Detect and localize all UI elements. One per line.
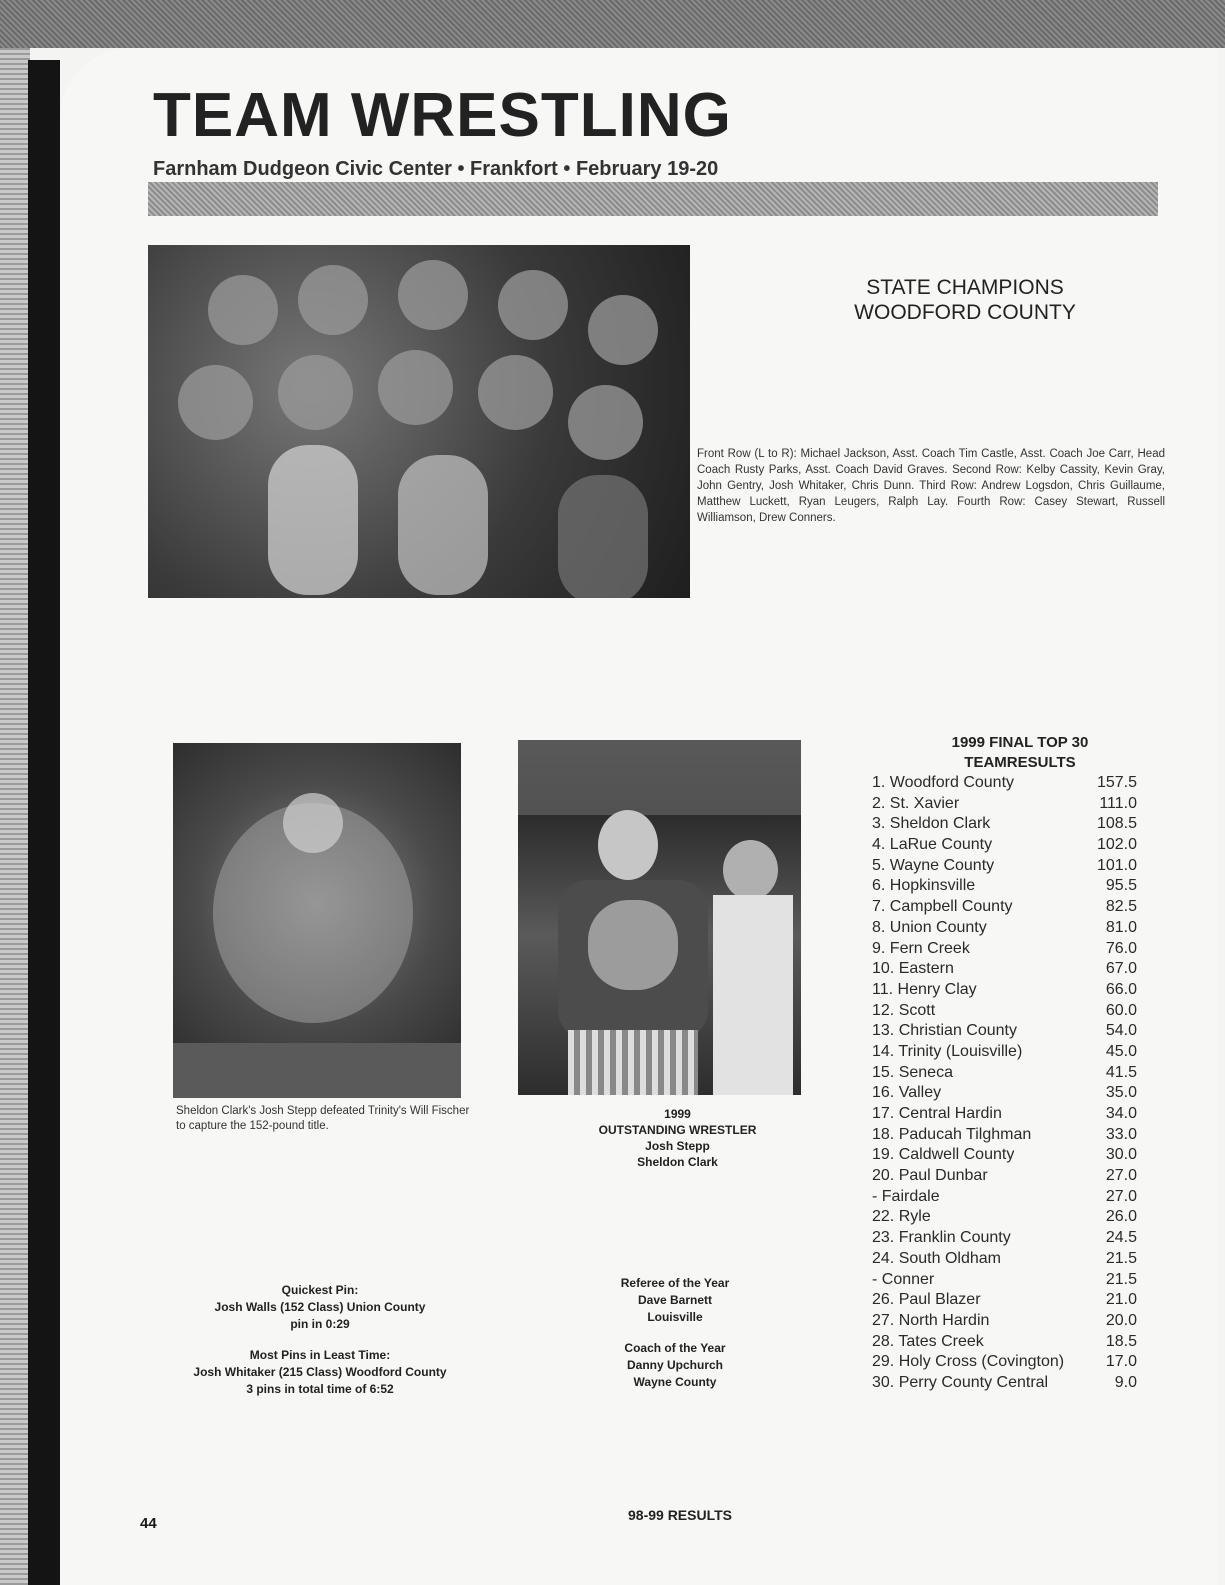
- team-name: Caldwell County: [898, 1146, 1015, 1164]
- team-result-row: [872, 1125, 1157, 1146]
- team-result-row: [872, 1311, 1157, 1332]
- team-score: 33.0: [1105, 1125, 1137, 1143]
- referee-city: Louisville: [647, 1310, 703, 1324]
- team-score: 9.0: [1114, 1373, 1137, 1391]
- quickest-pin-label: Quickest Pin:: [281, 1283, 359, 1297]
- team-name: Central Hardin: [898, 1105, 1002, 1122]
- team-score: 27.0: [1105, 1167, 1137, 1185]
- award-title: OUTSTANDING WRESTLER: [598, 1123, 757, 1137]
- team-name: Woodford County: [889, 774, 1015, 791]
- team-result-row: [872, 876, 1157, 897]
- team-result-row: [872, 1083, 1157, 1104]
- team-rank: 16.: [872, 1084, 895, 1102]
- section-footer: 98-99 RESULTS: [628, 1507, 732, 1523]
- team-score: 21.5: [1105, 1249, 1137, 1267]
- team-rank: 9.: [872, 939, 886, 957]
- team-name: Seneca: [898, 1063, 953, 1081]
- coach-name: Danny Upchurch: [626, 1358, 723, 1372]
- champions-line-1: STATE CHAMPIONS: [866, 276, 1064, 299]
- team-photo: [148, 245, 690, 598]
- team-score: 111.0: [1099, 794, 1137, 812]
- team-score: 18.5: [1105, 1332, 1137, 1350]
- team-name: Fern Creek: [889, 939, 970, 957]
- team-score: 21.0: [1105, 1291, 1137, 1309]
- team-result-row: [872, 980, 1157, 1001]
- team-name: Eastern: [898, 960, 954, 978]
- team-score: 82.5: [1105, 898, 1137, 916]
- results-heading-line-1: 1999 FINAL TOP 30: [951, 734, 1089, 751]
- team-score: 76.0: [1105, 939, 1137, 957]
- team-score: 30.0: [1105, 1146, 1137, 1164]
- team-result-row: [872, 1207, 1157, 1228]
- referee-name: Dave Barnett: [637, 1293, 713, 1307]
- team-rank: 20.: [872, 1167, 895, 1185]
- team-rank: 3.: [872, 815, 886, 833]
- team-rank: 26.: [872, 1291, 895, 1309]
- award-photo: [518, 740, 801, 1095]
- team-score: 41.5: [1105, 1063, 1137, 1081]
- team-rank: 8.: [872, 918, 886, 936]
- team-name: Hopkinsville: [889, 877, 976, 895]
- champions-line-2: WOODFORD COUNTY: [854, 301, 1076, 324]
- team-name: Scott: [898, 1001, 936, 1019]
- team-result-row: [872, 1290, 1157, 1311]
- team-name: Holy Cross (Covington): [898, 1353, 1065, 1371]
- binding-shadow: [28, 60, 60, 1585]
- award-winner-school: Sheldon Clark: [637, 1155, 718, 1169]
- team-score: 27.0: [1105, 1187, 1137, 1205]
- team-name: Wayne County: [889, 856, 995, 874]
- team-name: Campbell County: [889, 898, 1013, 916]
- outstanding-wrestler-caption: [560, 1106, 795, 1170]
- team-name: Valley: [898, 1084, 942, 1102]
- award-year: 1999: [664, 1107, 691, 1121]
- header-divider-band: [148, 182, 1158, 216]
- team-result-row: [872, 1001, 1157, 1022]
- team-score: 102.0: [1096, 836, 1137, 854]
- most-pins-label: Most Pins in Least Time:: [249, 1348, 391, 1362]
- team-rank: 7.: [872, 898, 886, 916]
- team-result-row: [872, 1021, 1157, 1042]
- results-heading-line-2: TEAMRESULTS: [964, 754, 1076, 771]
- team-rank: 19.: [872, 1146, 895, 1164]
- team-score: 20.0: [1105, 1311, 1137, 1329]
- team-name: North Hardin: [898, 1311, 990, 1329]
- team-result-row: [872, 1145, 1157, 1166]
- team-rank: 22.: [872, 1208, 895, 1226]
- team-name: Trinity (Louisville): [898, 1042, 1023, 1060]
- team-rank: 15.: [872, 1063, 895, 1081]
- team-rank: 12.: [872, 1001, 895, 1019]
- team-rank: 23.: [872, 1229, 895, 1247]
- team-score: 54.0: [1105, 1022, 1137, 1040]
- page-number: 44: [140, 1515, 157, 1532]
- team-rank: 29.: [872, 1353, 895, 1371]
- quickest-pin-detail: pin in 0:29: [290, 1317, 350, 1331]
- team-name: Paul Blazer: [898, 1291, 981, 1309]
- team-rank: 30.: [872, 1373, 895, 1391]
- team-name: Perry County Central: [898, 1373, 1049, 1391]
- team-score: 108.5: [1096, 815, 1137, 833]
- team-name: Paul Dunbar: [898, 1167, 988, 1185]
- team-rank: 1.: [872, 774, 886, 791]
- team-rank: 24.: [872, 1249, 895, 1267]
- team-result-row: [872, 1042, 1157, 1063]
- team-score: 60.0: [1105, 1001, 1137, 1019]
- team-name: Conner: [881, 1270, 935, 1288]
- team-score: 17.0: [1105, 1353, 1137, 1371]
- team-score: 26.0: [1105, 1208, 1137, 1226]
- team-rank: -: [872, 1270, 878, 1288]
- team-rank: 13.: [872, 1022, 895, 1040]
- team-name: Union County: [889, 918, 987, 936]
- team-result-row: [872, 1270, 1157, 1291]
- team-rank: 10.: [872, 960, 895, 978]
- team-result-row: [872, 794, 1157, 815]
- team-result-row: [872, 1352, 1157, 1373]
- team-score: 45.0: [1105, 1042, 1137, 1060]
- team-name: South Oldham: [898, 1249, 1001, 1267]
- team-result-row: [872, 1373, 1157, 1394]
- team-rank: 27.: [872, 1311, 895, 1329]
- team-result-row: [872, 1332, 1157, 1353]
- referee-label: Referee of the Year: [620, 1276, 730, 1290]
- team-name: St. Xavier: [889, 794, 960, 812]
- team-result-row: [872, 1187, 1157, 1208]
- team-name: Sheldon Clark: [889, 815, 991, 833]
- team-result-row: [872, 1104, 1157, 1125]
- team-score: 101.0: [1096, 856, 1137, 874]
- team-result-row: [872, 939, 1157, 960]
- team-name: Ryle: [898, 1208, 931, 1226]
- team-name: Christian County: [898, 1022, 1017, 1040]
- team-result-row: [872, 835, 1157, 856]
- team-result-row: [872, 1063, 1157, 1084]
- team-name: Henry Clay: [897, 980, 977, 998]
- event-subtitle: Farnham Dudgeon Civic Center • Frankfort • February 19-20: [153, 158, 719, 180]
- team-rank: 14.: [872, 1042, 895, 1060]
- team-rank: 4.: [872, 836, 886, 854]
- team-results-list: [872, 773, 1157, 1394]
- match-photo: [173, 743, 461, 1098]
- team-score: 81.0: [1105, 918, 1137, 936]
- match-photo-caption: Sheldon Clark's Josh Stepp defeated Trinity's Will Fischer to capture the 152-pound title.: [176, 1105, 470, 1132]
- team-name: LaRue County: [889, 836, 993, 854]
- team-name: Fairdale: [881, 1187, 940, 1205]
- most-pins-detail: 3 pins in total time of 6:52: [246, 1382, 394, 1396]
- team-rank: 6.: [872, 877, 886, 895]
- team-rank: 11.: [872, 980, 894, 998]
- team-name: Tates Creek: [898, 1332, 984, 1350]
- team-result-row: [872, 897, 1157, 918]
- results-heading: [900, 733, 1140, 773]
- page-title: TEAM WRESTLING: [153, 81, 732, 150]
- team-rank: -: [872, 1187, 878, 1205]
- scan-left-band: [0, 48, 30, 1585]
- team-score: 157.5: [1096, 774, 1137, 791]
- scan-top-band: [0, 0, 1225, 48]
- team-result-row: [872, 773, 1157, 794]
- team-result-row: [872, 1249, 1157, 1270]
- team-result-row: [872, 959, 1157, 980]
- quickest-pin-name: Josh Walls (152 Class) Union County: [214, 1300, 426, 1314]
- team-rank: 28.: [872, 1332, 895, 1350]
- team-score: 66.0: [1105, 980, 1137, 998]
- team-result-row: [872, 1228, 1157, 1249]
- state-champions-heading: [770, 275, 1160, 325]
- team-score: 35.0: [1105, 1084, 1137, 1102]
- team-rank: 5.: [872, 856, 886, 874]
- team-result-row: [872, 1166, 1157, 1187]
- team-result-row: [872, 918, 1157, 939]
- team-rank: 17.: [872, 1105, 895, 1122]
- team-rank: 18.: [872, 1125, 895, 1143]
- team-score: 24.5: [1105, 1229, 1137, 1247]
- team-name: Franklin County: [898, 1229, 1011, 1247]
- team-score: 95.5: [1105, 877, 1137, 895]
- coach-label: Coach of the Year: [624, 1341, 726, 1355]
- most-pins-name: Josh Whitaker (215 Class) Woodford County: [193, 1365, 447, 1379]
- team-roster-caption: Front Row (L to R): Michael Jackson, Asst. Coach Tim Castle, Asst. Coach Joe Carr, Head Coach Rusty Parks, Asst. Coach David Graves. Second Row: Kelby Cassity, Kevin Gray, John Gentry, Josh Whitaker, Chris Dunn. Third Row: Andrew Logsdon, Chris Guillaume, Matthew Luckett, Ryan Leugers, Ralph Lay. Fourth Row: Casey Stewart, Russell Williamson, Drew Conners.: [697, 448, 1165, 524]
- team-result-row: [872, 856, 1157, 877]
- year-awards: [550, 1275, 800, 1391]
- award-winner-name: Josh Stepp: [645, 1139, 710, 1153]
- team-result-row: [872, 814, 1157, 835]
- team-rank: 2.: [872, 794, 886, 812]
- team-name: Paducah Tilghman: [898, 1125, 1032, 1143]
- team-score: 34.0: [1105, 1105, 1137, 1122]
- pin-awards: [150, 1282, 490, 1398]
- team-score: 67.0: [1105, 960, 1137, 978]
- coach-school: Wayne County: [633, 1375, 717, 1389]
- team-score: 21.5: [1105, 1270, 1137, 1288]
